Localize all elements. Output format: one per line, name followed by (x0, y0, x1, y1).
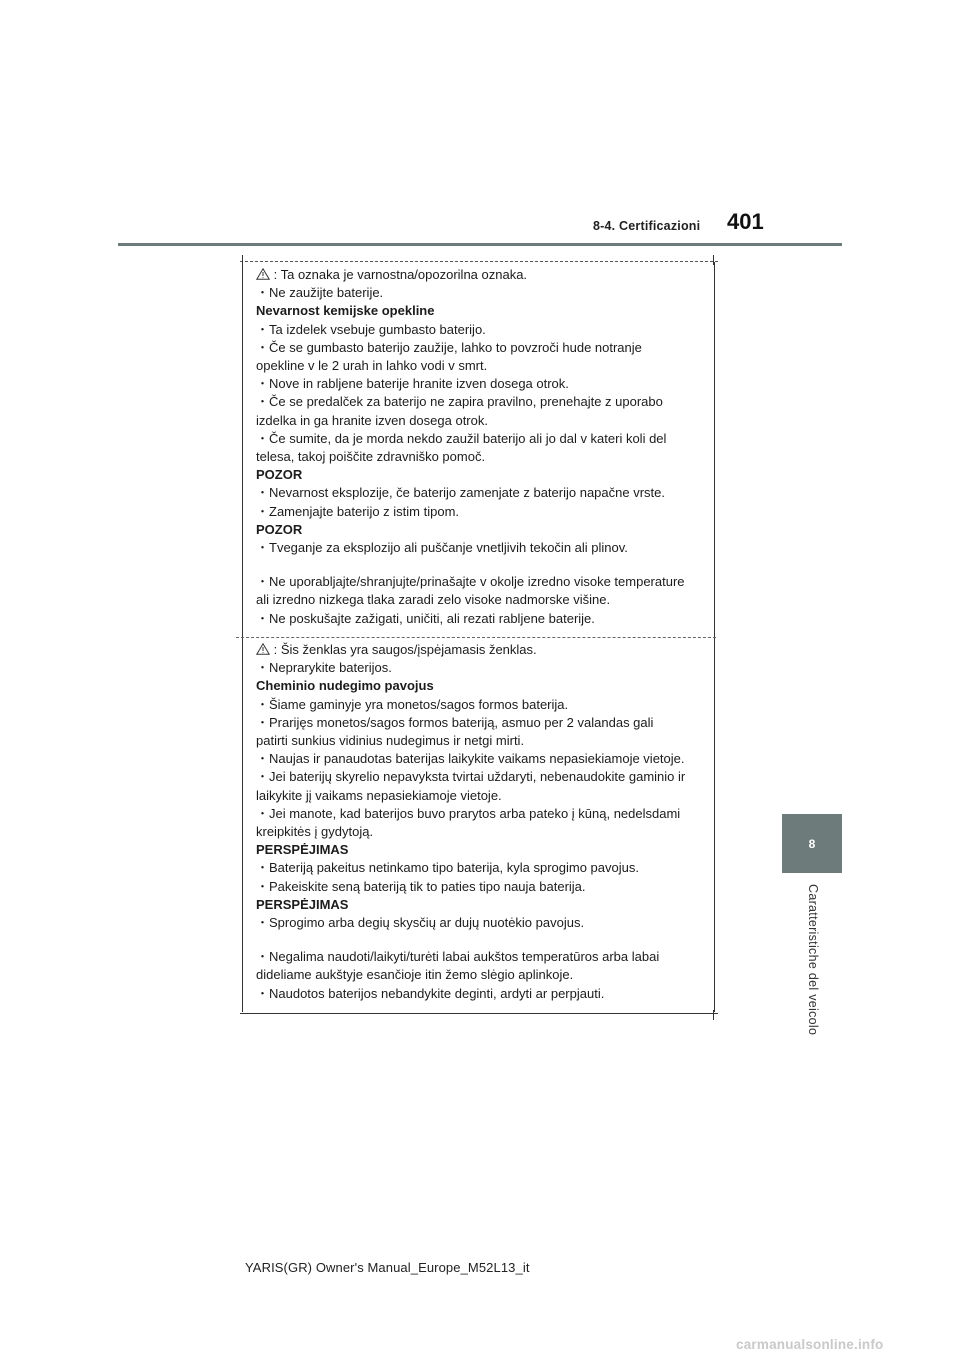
warning-line-text: izdelka in ga hranite izven dosega otrok. (256, 412, 488, 428)
chapter-number: 8 (808, 836, 816, 851)
warning-line (256, 393, 708, 411)
label-divider (236, 637, 716, 638)
warning-line (256, 896, 708, 914)
warning-line-text: PERSPĖJIMAS (256, 842, 349, 858)
warning-line-text: ・Naudotos baterijos nebandykite deginti, ardyti ar perpjauti. (256, 985, 605, 1001)
corner-tick (713, 1010, 714, 1020)
warning-line (256, 714, 708, 732)
warning-triangle-icon (256, 643, 270, 655)
warning-line-text: ・Bateriją pakeitus netinkamo tipo baterija, kyla sprogimo pavojus. (256, 860, 639, 876)
warning-line (256, 321, 708, 339)
warning-line-text: opekline v le 2 urah in lahko vodi v smrt. (256, 358, 488, 374)
warning-line (256, 539, 708, 557)
warning-line (256, 841, 708, 859)
warning-line (256, 859, 708, 877)
warning-line-text: ・Pakeiskite seną bateriją tik to paties tipo nauja baterija. (256, 878, 586, 894)
warning-line (256, 284, 708, 302)
warning-line (256, 677, 708, 695)
warning-line (256, 302, 708, 320)
watermark: carmanualsonline.info (736, 1337, 884, 1352)
manual-id: YARIS(GR) Owner's Manual_Europe_M52L13_it (245, 1260, 530, 1275)
warning-line (256, 266, 708, 284)
warning-line (256, 696, 708, 714)
warning-line (256, 659, 708, 677)
warning-line-text: ・Šiame gaminyje yra monetos/sagos formos baterija. (256, 696, 569, 712)
warning-line (256, 448, 708, 466)
warning-line-text: POZOR (256, 467, 303, 483)
page-number: 401 (727, 209, 764, 234)
warning-line-text: ・Če sumite, da je morda nekdo zaužil baterijo ali jo dal v kateri koli del (256, 430, 667, 446)
warning-line (256, 948, 708, 966)
warning-line (256, 339, 708, 357)
warning-line-text: PERSPĖJIMAS (256, 896, 349, 912)
corner-tick (242, 255, 243, 265)
warning-line (256, 732, 708, 750)
warning-line-text: ・Jei manote, kad baterijos buvo prarytos arba pateko į kūną, nedelsdami (256, 805, 681, 821)
warning-line-text: ・Jei baterijų skyrelio nepavyksta tvirtai uždaryti, nebenaudokite gaminio ir (256, 769, 686, 785)
warning-line (256, 375, 708, 393)
warning-line (256, 768, 708, 786)
warning-line (256, 805, 708, 823)
warning-line (256, 591, 708, 609)
warning-line (256, 484, 708, 502)
warning-line (256, 641, 708, 659)
warning-line-text: ・Ne poskušajte zažigati, uničiti, ali rezati rabljene baterije. (256, 610, 595, 626)
warning-line-text: ・Tveganje za eksplozijo ali puščanje vnetljivih tekočin ali plinov. (256, 540, 628, 556)
warning-line-text: kreipkitės į gydytoją. (256, 824, 374, 840)
warning-line-text: ・Ne uporabljajte/shranjujte/prinašajte v okolje izredno visoke temperature (256, 574, 685, 590)
warning-line-text: telesa, takoj poiščite zdravniško pomoč. (256, 449, 486, 465)
warning-line-text: POZOR (256, 521, 303, 537)
warning-line-text: ・Ne zaužijte baterije. (256, 285, 384, 301)
warning-line-text: Cheminio nudegimo pavojus (256, 678, 434, 694)
warning-line-text: ・Nove in rabljene baterije hranite izven dosega otrok. (256, 376, 569, 392)
warning-line-text: ali izredno nizkega tlaka zaradi zelo visoke nadmorske višine. (256, 592, 611, 608)
warning-line-text: ・Nevarnost eksplozije, če baterijo zamenjate z baterijo napačne vrste. (256, 485, 665, 501)
corner-tick (713, 255, 714, 265)
warning-line (256, 573, 708, 591)
warning-line (256, 914, 708, 932)
chapter-tab[interactable] (782, 814, 842, 873)
lithuanian-warning-text (256, 641, 708, 1003)
warning-line (256, 466, 708, 484)
warning-line (256, 750, 708, 768)
warning-line (256, 521, 708, 539)
warning-line-text: ・Zamenjajte baterijo z istim tipom. (256, 503, 460, 519)
warning-line-text: : Ta oznaka je varnostna/opozorilna oznaka. (273, 267, 528, 282)
warning-line-text: ・Neprarykite baterijos. (256, 660, 392, 676)
warning-line (256, 878, 708, 896)
warning-line-text: ・Ta izdelek vsebuje gumbasto baterijo. (256, 321, 486, 337)
warning-line (256, 430, 708, 448)
section-title: 8-4. Certificazioni (593, 219, 701, 233)
warning-line-text: laikykite jį vaikams nepasiekiamoje vietoje. (256, 787, 502, 803)
warning-triangle-icon (256, 268, 270, 280)
chapter-title: Caratteristiche del veicolo (806, 884, 820, 1036)
warning-line-text: Nevarnost kemijske opekline (256, 303, 435, 319)
warning-line (256, 823, 708, 841)
warning-line-text: ・Če se gumbasto baterijo zaužije, lahko to povzroči hude notranje (256, 339, 642, 355)
warning-line (256, 412, 708, 430)
warning-line-text: ・Sprogimo arba degių skysčių ar dujų nuotėkio pavojus. (256, 915, 585, 931)
warning-line (256, 357, 708, 375)
slovenian-warning-text (256, 266, 708, 628)
label-top-rule (240, 261, 718, 262)
warning-line-text: ・Če se predalček za baterijo ne zapira pravilno, prenehajte z uporabo (256, 394, 663, 410)
warning-line (256, 610, 708, 628)
warning-line (256, 787, 708, 805)
warning-line (256, 966, 708, 984)
warning-line (256, 503, 708, 521)
warning-line-text: ・Prarijęs monetos/sagos formos bateriją, asmuo per 2 valandas gali (256, 714, 654, 730)
warning-line-text: : Šis ženklas yra saugos/įspėjamasis ženklas. (273, 642, 537, 657)
warning-line (256, 985, 708, 1003)
label-bottom-rule (240, 1013, 718, 1014)
warning-line-text: ・Naujas ir panaudotas baterijas laikykite vaikams nepasiekiamoje vietoje. (256, 751, 685, 767)
warning-line-text: patirti sunkius vidinius nudegimus ir netgi mirti. (256, 733, 525, 749)
header-rule (118, 243, 842, 246)
warning-line-text: dideliame aukštyje esančioje itin žemo slėgio aplinkoje. (256, 967, 574, 983)
warning-line-text: ・Negalima naudoti/laikyti/turėti labai aukštos temperatūros arba labai (256, 949, 660, 965)
